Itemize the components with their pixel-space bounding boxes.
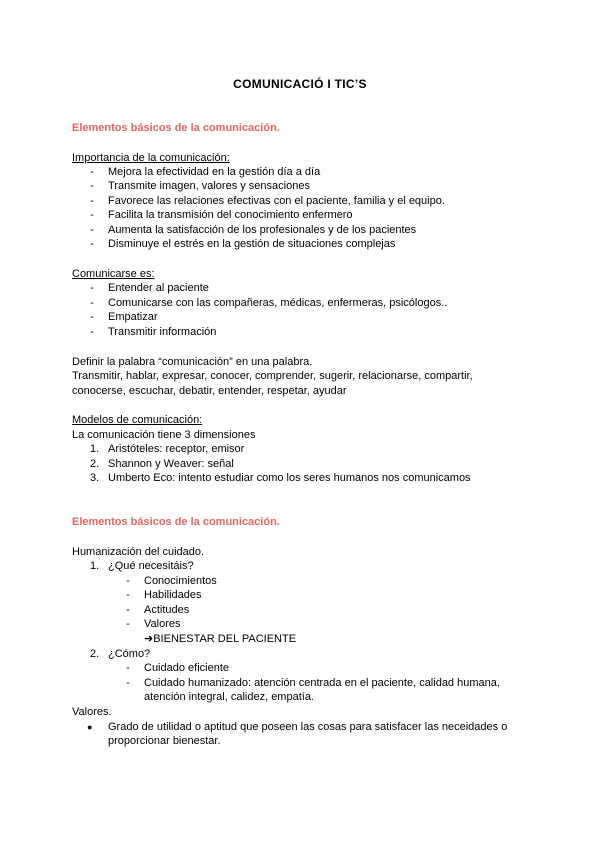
dash-bullet: - [126,575,130,587]
dash-bullet: - [90,326,94,338]
list-item: Umberto Eco: intento estudiar como los seres humanos nos comunicamos [108,472,471,484]
dash-bullet: - [126,604,130,616]
list-item: Valores [144,618,181,630]
list-item: Empatizar [108,311,158,323]
list-item: Habilidades [144,589,202,601]
dash-bullet: - [90,224,94,236]
dash-bullet: - [90,195,94,207]
dash-bullet: - [90,297,94,309]
list-number: 2. [90,648,100,660]
list-item: Aumenta la satisfacción de los profesionales y de los pacientes [108,224,417,236]
list-item: Entender al paciente [108,282,209,294]
list-item: Aristóteles: receptor, emisor [108,443,245,455]
dash-bullet: - [90,180,94,192]
subheading-importancia: Importancia de la comunicación: [72,152,230,164]
list-number: 1. [90,443,100,455]
list-number: 2. [90,458,100,470]
definir-line: Transmitir, hablar, expresar, conocer, comprender, sugerir, relacionarse, compartir, [72,370,473,382]
question: ¿Cómo? [108,648,151,660]
section-heading: Elementos básicos de la comunicación. [72,122,280,134]
subheading-modelos: Modelos de comunicación: [72,414,203,426]
definir-line: Definir la palabra “comunicación” en una palabra. [72,356,313,368]
result-line: ➜BIENESTAR DEL PACIENTE [144,633,297,645]
question: ¿Qué necesitáis? [108,560,194,572]
dash-bullet: - [90,238,94,250]
dash-bullet: - [126,677,130,689]
list-item: Facilita la transmisión del conocimiento enfermero [108,209,353,221]
valores-label: Valores. [72,706,112,718]
list-item: Cuidado humanizado: atención centrada en el paciente, calidad humana, [144,677,500,689]
dash-bullet: - [90,311,94,323]
dash-bullet: - [90,166,94,178]
list-item: Grado de utilidad o aptitud que poseen las cosas para satisfacer las neceidades o [108,721,508,733]
dash-bullet: - [126,589,130,601]
list-number: 3. [90,472,100,484]
list-number: 1. [90,560,100,572]
section-heading: Elementos básicos de la comunicación. [72,516,280,528]
dash-bullet: - [126,662,130,674]
list-item: Shannon y Weaver: señal [108,458,234,470]
list-item-continuation: atención integral, calidez, empatía. [144,691,314,703]
dash-bullet: - [90,209,94,221]
list-item: Cuidado eficiente [144,662,230,674]
humanizacion-label: Humanización del cuidado. [72,546,205,558]
subheading-comunicarse: Comunicarse es: [72,268,155,280]
list-item: Disminuye el estrés en la gestión de situaciones complejas [108,238,396,250]
list-item: Conocimientos [144,575,217,587]
list-item: Mejora la efectividad en la gestión día a día [108,166,321,178]
modelos-intro: La comunicación tiene 3 dimensiones [72,429,256,441]
list-item: Transmite imagen, valores y sensaciones [108,180,310,192]
dash-bullet: - [126,618,130,630]
list-item: Comunicarse con las compañeras, médicas, enfermeras, psicólogos.. [108,297,448,309]
list-item: Favorece las relaciones efectivas con el paciente, familia y el equipo. [108,195,445,207]
page-title: COMUNICACIÓ I TIC’S [233,77,367,91]
definir-line: conocerse, escuchar, debatir, entender, respetar, ayudar [72,385,347,397]
dot-bullet: ● [87,722,93,732]
list-item: Actitudes [144,604,190,616]
dash-bullet: - [90,282,94,294]
list-item: Transmitir información [108,326,217,338]
list-item-continuation: proporcionar bienestar. [108,735,221,747]
